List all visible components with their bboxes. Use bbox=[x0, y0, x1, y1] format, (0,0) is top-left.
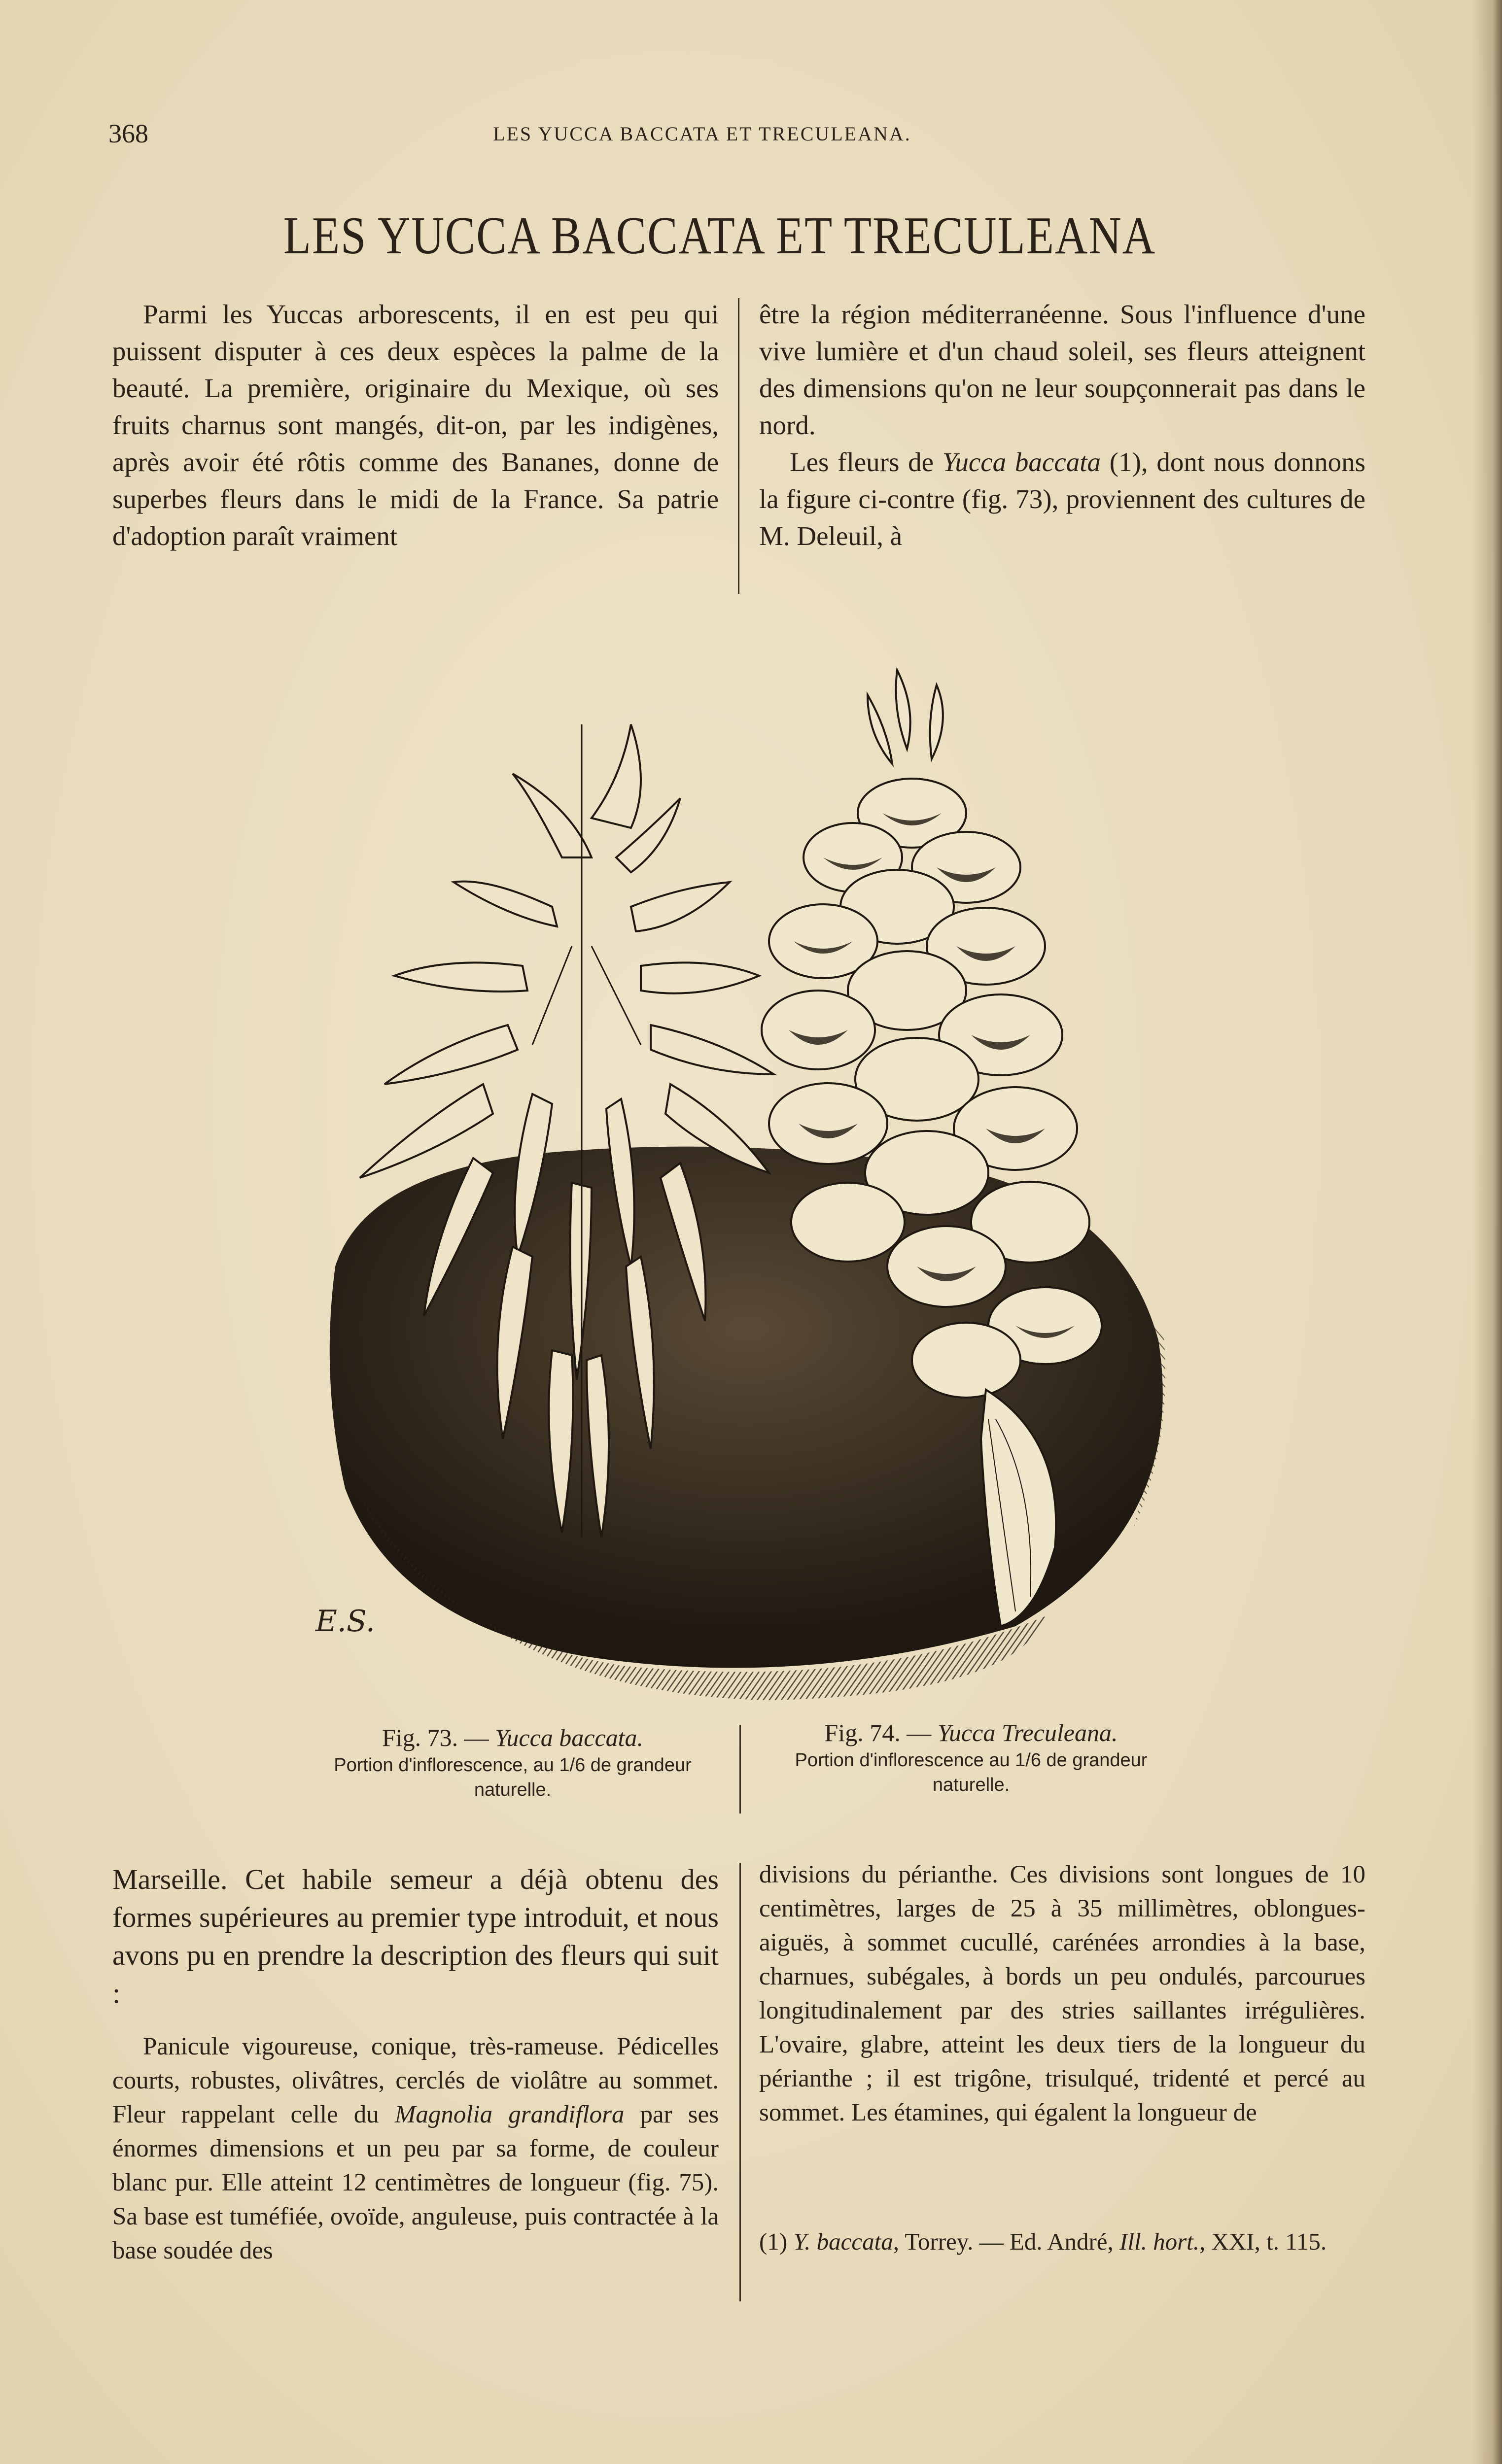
footnote-marker: (1) bbox=[759, 2228, 794, 2255]
figure-73-caption bbox=[315, 1722, 710, 1802]
footnote bbox=[759, 2225, 1365, 2259]
body-right-column bbox=[759, 1858, 1365, 2130]
page-edge-shadow bbox=[1472, 0, 1502, 2464]
figure-74-description: Portion d'inflorescence au 1/6 de grandeur naturelle. bbox=[795, 1750, 1148, 1795]
article-title: LES YUCCA BACCATA ET TRECULEANA bbox=[283, 205, 1156, 265]
footnote-text: , Torrey. — Ed. André, bbox=[893, 2228, 1120, 2255]
description-text: Panicule vigoureuse, conique, très-rameuse. Pédicelles courts, robustes, olivâtres, cerclés de violâtre au sommet. Fleur rappelant celle du bbox=[112, 2033, 719, 2128]
figure-species: Yucca baccata. bbox=[495, 1724, 644, 1751]
body-right-paragraph: divisions du périanthe. Ces divisions sont longues de 10 centimètres, larges de 25 à 35 millimètres, oblongues-aiguës, à sommet cucullé, carénées arrondies à la base, charnues, subégales, à bords un peu ondulés, parcourues longitudinalement par des stries saillantes irrégulières. L'ovaire, glabre, atteint les deux tiers de la longueur du périanthe ; il est trigône, trisulqué, tridenté et percé au sommet. Les étamines, qui égalent la longueur de bbox=[759, 1861, 1365, 2126]
yucca-inflorescence-engraving bbox=[276, 650, 1242, 1710]
footnote-species: Y. baccata bbox=[793, 2228, 893, 2255]
engraver-signature: E.S. bbox=[315, 1604, 375, 1639]
intro-text: Les fleurs de bbox=[790, 447, 943, 477]
species-name: Magnolia grandiflora bbox=[394, 2101, 625, 2128]
intro-text: (1), dont nous donnons la figure ci-contre (fig. 73), proviennent des cultures de M. Deleuil, à bbox=[759, 447, 1365, 551]
description-text: par ses énormes dimensions et un peu par sa forme, de couleur blanc pur. Elle atteint 12 centimètres de longueur (fig. 75). Sa base est tuméfiée, ovoïde, anguleuse, puis contractée à la base soudée des bbox=[112, 2101, 719, 2264]
footnote-reference: Ill. hort. bbox=[1119, 2228, 1200, 2255]
figure-74-title bbox=[769, 1717, 1173, 1748]
intro-left-column bbox=[112, 296, 719, 554]
footnote-text: , XXI, t. 115. bbox=[1199, 2228, 1327, 2255]
figure-73-description: Portion d'inflorescence, au 1/6 de grandeur naturelle. bbox=[334, 1755, 692, 1800]
body-left-paragraph-1: Marseille. Cet habile semeur a déjà obtenu des formes supérieures au premier type introduit, et nous avons pu en prendre la description des fleurs qui suit : bbox=[112, 1863, 719, 2009]
intro-right-column bbox=[759, 296, 1365, 554]
column-rule-top bbox=[738, 298, 739, 594]
figure-74-caption bbox=[769, 1717, 1173, 1797]
page-number: 368 bbox=[108, 119, 148, 148]
intro-right-paragraph-1: être la région méditerranéenne. Sous l'influence d'une vive lumière et d'un chaud soleil, ses fleurs atteignent des dimensions qu'on ne leur soupçonnerait pas dans le nord. bbox=[759, 299, 1365, 440]
flower-description-paragraph bbox=[112, 2030, 719, 2268]
caption-rule bbox=[739, 1725, 741, 1814]
species-name: Yucca baccata bbox=[942, 447, 1101, 477]
figure-label: Fig. 74. — bbox=[824, 1719, 938, 1746]
figure-73-title bbox=[315, 1722, 710, 1753]
intro-right-paragraph-2 bbox=[759, 444, 1365, 554]
intro-left-paragraph: Parmi les Yuccas arborescents, il en est peu qui puissent disputer à ces deux espèces la palme de la beauté. La première, originaire du Mexique, où ses fruits charnus sont mangés, dit-on, par les indigènes, après avoir été rôtis comme des Bananes, donne de superbes fleurs dans le midi de la France. Sa patrie d'adoption paraît vraiment bbox=[112, 299, 719, 551]
running-title: LES YUCCA BACCATA ET TRECULEANA. bbox=[493, 123, 911, 145]
running-head bbox=[108, 118, 1370, 153]
figure-species: Yucca Treculeana. bbox=[937, 1719, 1118, 1746]
column-rule-bottom bbox=[739, 1863, 741, 2301]
body-left-column bbox=[112, 1860, 719, 2268]
figure-label: Fig. 73. — bbox=[382, 1724, 495, 1751]
